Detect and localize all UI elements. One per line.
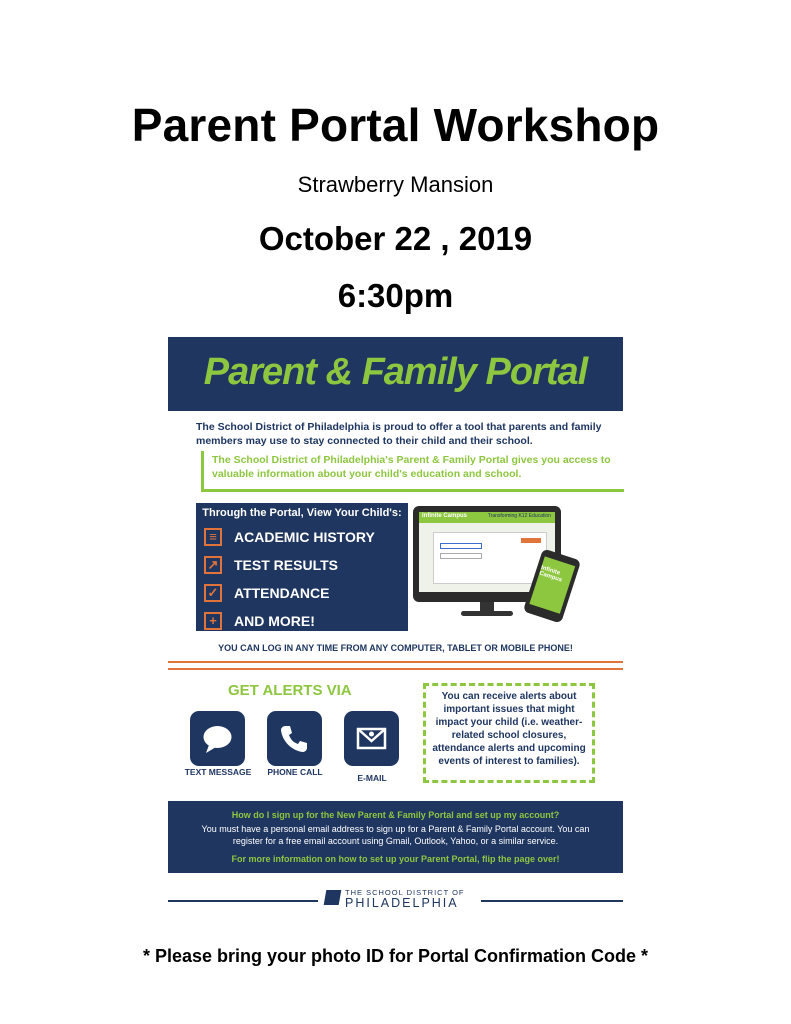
login-form-illustration (433, 532, 547, 584)
features-panel (196, 503, 408, 631)
plus-icon: + (204, 612, 222, 630)
footer-rule-left (168, 900, 318, 902)
alert-caption-email: E-MAIL (357, 773, 387, 783)
feature-label: AND MORE! (234, 613, 315, 629)
highlight-box (201, 451, 624, 492)
highlight-text: The School District of Philadelphia's Parent & Family Portal gives you access to valuable information about your child's education and school. (212, 454, 611, 480)
district-logo-mark (324, 890, 342, 905)
feature-label: ATTENDANCE (234, 585, 330, 601)
location-text: Strawberry Mansion (297, 172, 494, 197)
feature-label: ACADEMIC HISTORY (234, 529, 375, 545)
signup-panel (168, 801, 623, 873)
screen-logo: Infinite Campus (422, 513, 468, 519)
portal-flyer (168, 337, 623, 910)
flyer-banner-title: Parent & Family Portal (203, 351, 588, 393)
orange-divider (168, 661, 623, 663)
features-heading: Through the Portal, View Your Child's: (202, 507, 402, 519)
envelope-icon (344, 711, 399, 766)
feature-label: TEST RESULTS (234, 557, 338, 573)
alert-caption-phone: PHONE CALL (267, 767, 323, 777)
monitor-base (461, 611, 513, 616)
alerts-info-box (423, 683, 595, 783)
event-time: 6:30pm (337, 277, 454, 314)
school-district-logo (325, 888, 485, 910)
phone-screen-logo: Infinite Campus (538, 564, 563, 584)
alerts-heading: GET ALERTS VIA (228, 682, 352, 699)
signup-question: How do I sign up for the New Parent & Family Portal and set up my account? (231, 810, 560, 820)
event-date: October 22 , 2019 (258, 220, 533, 257)
logo-big-text: PHILADELPHIA (345, 896, 459, 910)
checkmark-icon: ✓ (204, 584, 222, 602)
alerts-info-text: You can receive alerts about important issues that might impact your child (i.e. weather-related school closures, attendance alerts and upcoming events of interest to families). (432, 691, 586, 767)
more-info-text: For more information on how to set up your Parent Portal, flip the page over! (231, 854, 560, 864)
chart-icon: ↗ (204, 556, 222, 574)
logo-small-text: THE SCHOOL DISTRICT OF (345, 888, 465, 897)
flyer-banner (168, 337, 623, 411)
orange-divider (168, 668, 623, 670)
access-anytime-text: YOU CAN LOG IN ANY TIME FROM ANY COMPUTER, TABLET OR MOBILE PHONE! (218, 643, 573, 653)
footer-rule-right (481, 900, 623, 902)
page-title: Parent Portal Workshop (131, 99, 660, 151)
phone-icon (267, 711, 322, 766)
signup-answer: You must have a personal email address to sign up for a Parent & Family Portal account. You can register for a free email account using Gmail, Outlook, Yahoo, or a similar service. (201, 824, 590, 846)
intro-text: The School District of Philadelphia is proud to offer a tool that parents and family members may use to stay connected to their child and their school. (196, 421, 602, 447)
screen-tagline: Transforming K12 Education (487, 513, 551, 519)
photo-id-note: * Please bring your photo ID for Portal Confirmation Code * (142, 946, 649, 966)
alert-caption-text: TEXT MESSAGE (184, 767, 252, 777)
document-icon: ≡ (204, 528, 222, 546)
chat-bubble-icon (190, 711, 245, 766)
